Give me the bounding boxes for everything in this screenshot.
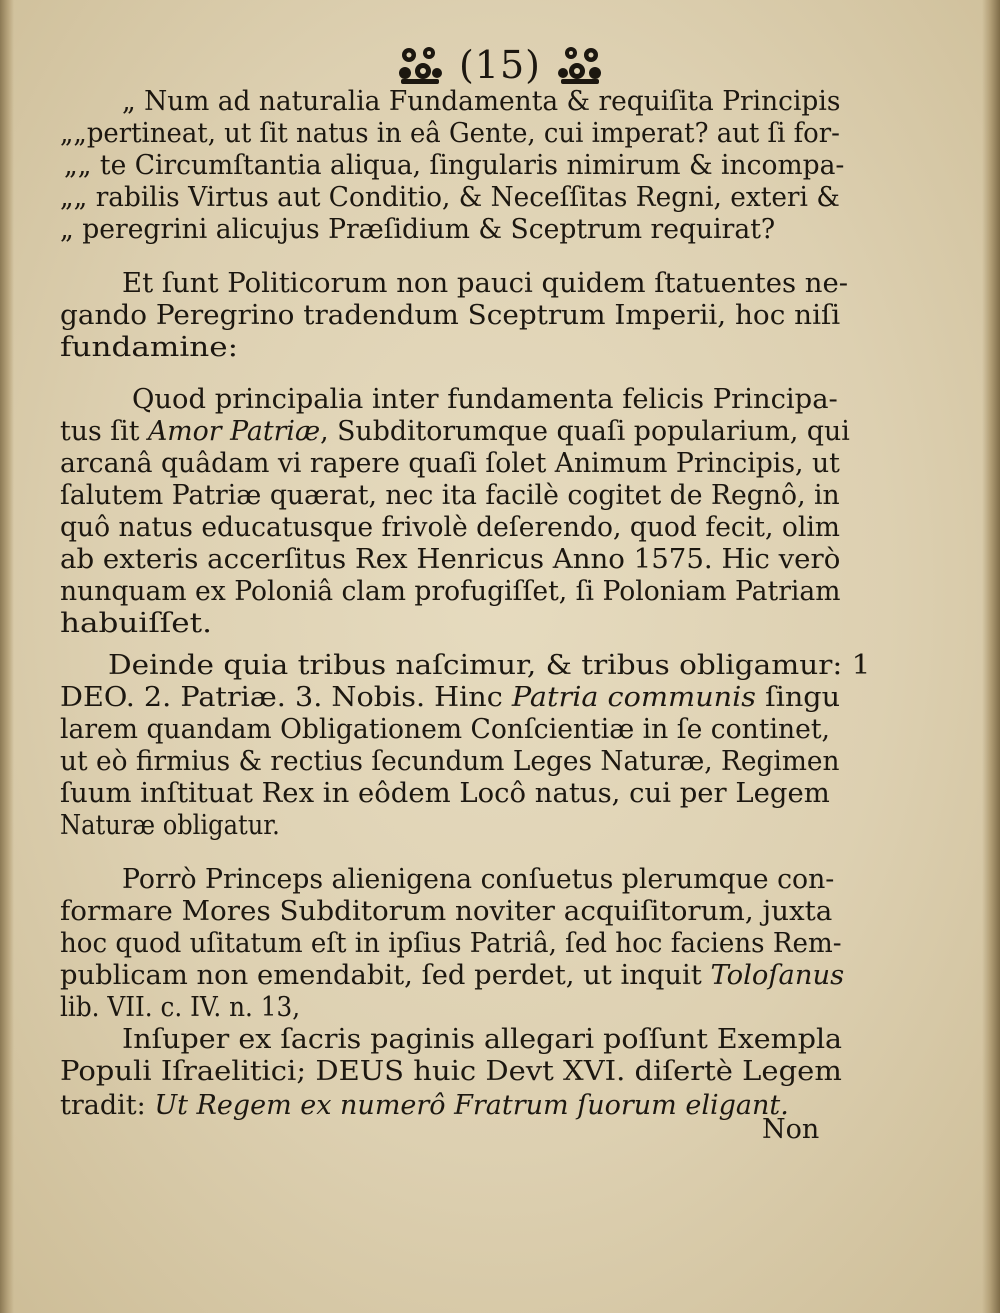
italic-phrase: Patria communis bbox=[511, 682, 756, 713]
text-line: „„pertineat, ut ſit natus in eâ Gente, cui imperat? aut ſi for- bbox=[60, 118, 840, 149]
text-line: „„ te Circumſtantia aliqua, ſingularis nimirum & incompa- bbox=[64, 150, 845, 181]
fleuron-left-icon bbox=[395, 43, 445, 87]
text-line bbox=[60, 416, 850, 448]
page-edge-left bbox=[0, 0, 14, 1313]
text-line: Porrò Princeps alienigena conſuetus plerumque con- bbox=[122, 864, 835, 895]
text-line: ſuum inſtituat Rex in eôdem Locô natus, cui per Legem bbox=[60, 778, 830, 809]
italic-phrase: Toloſanus bbox=[710, 960, 845, 991]
text-line: ab exteris accerſitus Rex Henricus Anno 1575. Hic verò bbox=[60, 544, 841, 575]
text-segment: publicam non emendabit, ſed perdet, ut inquit bbox=[60, 960, 711, 991]
text-segment: , Subditorumque quaſi popularium, qui bbox=[320, 416, 850, 447]
italic-phrase: Ut Regem ex numerô Fratrum ſuorum eligant. bbox=[154, 1090, 789, 1121]
text-line: arcanâ quâdam vi rapere quaſi ſolet Animum Principis, ut bbox=[60, 448, 840, 479]
text-segment: ſingu bbox=[755, 682, 841, 713]
text-line: Naturæ obligatur. bbox=[60, 810, 280, 841]
catchword: Non bbox=[762, 1114, 820, 1145]
text-line: Populi Iſraelitici; DEUS huic Devt XVI. diſertè Legem bbox=[60, 1056, 842, 1087]
text-segment: tradit: bbox=[60, 1090, 155, 1121]
italic-phrase: Amor Patriæ bbox=[147, 416, 321, 447]
text-line: Deinde quia tribus naſcimur, & tribus obligamur: 1 bbox=[108, 650, 871, 681]
text-line: larem quandam Obligationem Conſcientiæ in ſe continet, bbox=[60, 714, 830, 745]
page-edge-right bbox=[982, 0, 1000, 1313]
fleuron-right-icon bbox=[555, 43, 605, 87]
text-line bbox=[60, 960, 844, 992]
text-line: fundamine: bbox=[60, 332, 239, 363]
text-line: Quod principalia inter fundamenta felicis Principa- bbox=[132, 384, 838, 415]
text-line: formare Mores Subditorum noviter acquiſitorum, juxta bbox=[60, 896, 833, 927]
text-line: „ Num ad naturalia Fundamenta & requiſita Principis bbox=[122, 86, 841, 117]
text-segment: DEO. 2. Patriæ. 3. Nobis. Hinc bbox=[60, 682, 512, 713]
text-segment: tus ſit bbox=[60, 416, 148, 447]
text-line: lib. VII. c. IV. n. 13, bbox=[60, 992, 301, 1023]
page-number: (15) bbox=[458, 43, 541, 87]
text-line: „„ rabilis Virtus aut Conditio, & Neceſſitas Regni, exteri & bbox=[60, 182, 840, 213]
text-line: hoc quod uſitatum eſt in ipſius Patriâ, ſed hoc faciens Rem- bbox=[60, 928, 842, 959]
text-line: Inſuper ex ſacris paginis allegari poſſunt Exempla bbox=[122, 1024, 843, 1055]
text-line: gando Peregrino tradendum Sceptrum Imperii, hoc niſi bbox=[60, 300, 841, 331]
text-line: ſalutem Patriæ quærat, nec ita facilè cogitet de Regnô, in bbox=[60, 480, 840, 511]
text-line: quô natus educatusque frivolè deſerendo, quod fecit, olim bbox=[60, 512, 840, 543]
text-line: ut eò firmius & rectius ſecundum Leges Naturæ, Regimen bbox=[60, 746, 840, 777]
text-line bbox=[60, 682, 840, 714]
text-line bbox=[60, 1090, 789, 1122]
text-line: „ peregrini alicujus Præſidium & Sceptrum requirat? bbox=[60, 214, 776, 245]
text-line: habuiſſet. bbox=[60, 608, 213, 639]
text-line: nunquam ex Poloniâ clam profugiſſet, ſi Poloniam Patriam bbox=[60, 576, 841, 607]
text-line: Et ſunt Politicorum non pauci quidem ſtatuentes ne- bbox=[122, 268, 849, 299]
